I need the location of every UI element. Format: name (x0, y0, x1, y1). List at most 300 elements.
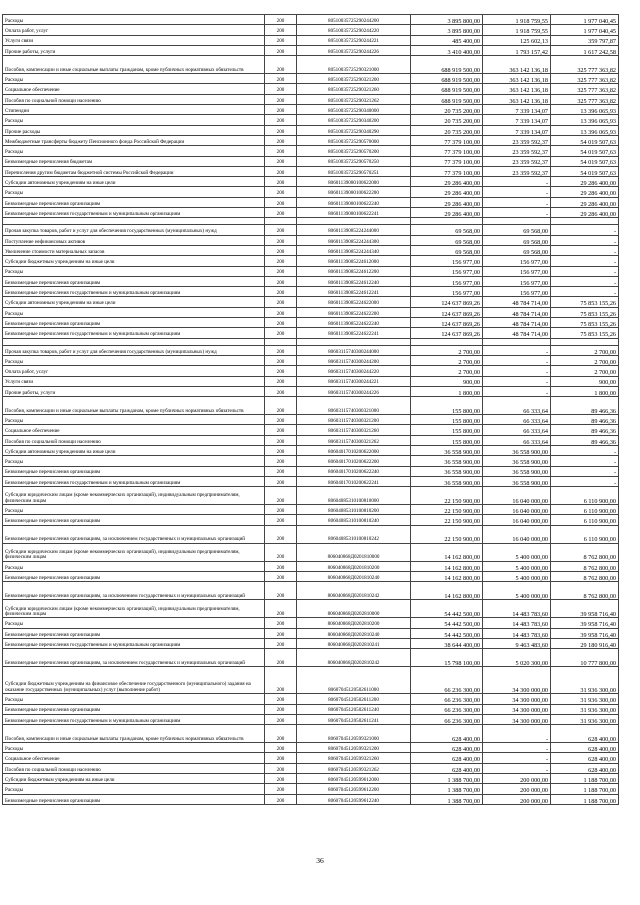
executed-amount-cell: 36 558 900,00 (483, 445, 551, 455)
unexecuted-amount-cell: 39 958 716,40 (551, 600, 619, 618)
approved-amount-cell: 688 919 500,00 (411, 84, 483, 94)
budget-classification-code-cell: 80601139080100622000 (297, 177, 411, 187)
executed-amount-cell: 5 400 000,00 (483, 561, 551, 571)
unexecuted-amount-cell: 89 466,36 (551, 415, 619, 425)
line-code-cell: 200 (265, 15, 297, 25)
table-row (3, 425, 619, 435)
executed-amount-cell: 1 918 759,55 (483, 25, 551, 35)
budget-execution-table (2, 14, 619, 805)
row-name-cell: Безвозмездные перечисления организациям (3, 466, 265, 476)
row-name-cell: Прочие работы, услуги (3, 386, 265, 396)
table-row (3, 105, 619, 115)
row-name-cell: Прочая закупка товаров, работ и услуг для обеспечения государственных (муниципальных) нужд (3, 345, 265, 355)
table-row (3, 276, 619, 286)
line-code-cell: 200 (265, 600, 297, 618)
table-row (3, 638, 619, 648)
approved-amount-cell: 38 644 400,00 (411, 638, 483, 648)
line-code-cell: 200 (265, 105, 297, 115)
table-row (3, 572, 619, 582)
budget-classification-code-cell: 80510035725290244220 (297, 25, 411, 35)
line-code-cell: 200 (265, 266, 297, 276)
executed-amount-cell: 5 400 000,00 (483, 582, 551, 600)
row-name-cell: Безвозмездные перечисления организациям (3, 628, 265, 638)
approved-amount-cell: 29 286 400,00 (411, 187, 483, 197)
budget-classification-code-cell: 80603115740300321262 (297, 435, 411, 445)
row-name-cell: Социальное обеспечение (3, 753, 265, 763)
approved-amount-cell: 1 800,00 (411, 386, 483, 396)
budget-classification-code-cell: 80604017010200622000 (297, 445, 411, 455)
approved-amount-cell: 22 150 900,00 (411, 515, 483, 525)
row-name-cell: Стипендии (3, 105, 265, 115)
line-code-cell: 200 (265, 25, 297, 35)
approved-amount-cell: 900,00 (411, 376, 483, 386)
approved-amount-cell: 36 558 900,00 (411, 456, 483, 466)
executed-amount-cell: 66 333,64 (483, 415, 551, 425)
unexecuted-amount-cell: 31 936 300,00 (551, 667, 619, 694)
executed-amount-cell: 1 918 759,55 (483, 15, 551, 25)
approved-amount-cell: 69 568,00 (411, 235, 483, 245)
row-name-cell: Безвозмездные перечисления организациям, за исключением государственных и муниципальных организаций (3, 649, 265, 667)
row-name-cell: Безвозмездные перечисления организациям (3, 794, 265, 804)
approved-amount-cell: 14 162 800,00 (411, 543, 483, 561)
executed-amount-cell: 34 300 000,00 (483, 704, 551, 714)
row-name-cell: Безвозмездные перечисления государственным и муниципальным организациям (3, 208, 265, 218)
unexecuted-amount-cell: 54 019 507,63 (551, 156, 619, 166)
line-code-cell: 200 (265, 328, 297, 338)
row-name-cell: Оплата работ, услуг (3, 366, 265, 376)
executed-amount-cell: 14 483 783,60 (483, 628, 551, 638)
approved-amount-cell: 77 379 100,00 (411, 166, 483, 176)
line-code-cell: 200 (265, 667, 297, 694)
line-code-cell: 200 (265, 84, 297, 94)
approved-amount-cell: 688 919 500,00 (411, 94, 483, 104)
executed-amount-cell: 1 793 157,42 (483, 45, 551, 55)
executed-amount-cell: 14 483 783,60 (483, 618, 551, 628)
executed-amount-cell: 7 339 134,07 (483, 125, 551, 135)
approved-amount-cell: 54 442 500,00 (411, 628, 483, 638)
unexecuted-amount-cell: 1 800,00 (551, 386, 619, 396)
row-name-cell: Безвозмездные перечисления государственным и муниципальным организациям (3, 287, 265, 297)
approved-amount-cell: 77 379 100,00 (411, 135, 483, 145)
table-row (3, 74, 619, 84)
budget-classification-code-cell: 80510035725290570251 (297, 166, 411, 176)
line-code-cell: 200 (265, 794, 297, 804)
table-row (3, 487, 619, 505)
budget-report-sheet (0, 14, 640, 805)
approved-amount-cell: 66 236 300,00 (411, 704, 483, 714)
unexecuted-amount-cell: 89 466,36 (551, 435, 619, 445)
budget-classification-code-cell: 80603115740300321000 (297, 397, 411, 415)
executed-amount-cell: 34 300 000,00 (483, 714, 551, 724)
approved-amount-cell: 77 379 100,00 (411, 146, 483, 156)
line-code-cell: 200 (265, 245, 297, 255)
row-name-cell: Прочие работы, услуги (3, 45, 265, 55)
approved-amount-cell: 77 379 100,00 (411, 156, 483, 166)
approved-amount-cell: 124 637 869,26 (411, 307, 483, 317)
approved-amount-cell: 20 735 200,00 (411, 115, 483, 125)
row-name-cell: Безвозмездные перечисления государственным и муниципальным организациям (3, 714, 265, 724)
unexecuted-amount-cell: 54 019 507,63 (551, 135, 619, 145)
row-name-cell: Прочая закупка товаров, работ и услуг для обеспечения государственных (муниципальных) нужд (3, 225, 265, 235)
executed-amount-cell: - (483, 197, 551, 207)
row-name-cell: Субсидии юридическим лицам (кроме некоммерческих организаций), индивидуальным предпринимателям, физическим лицам (3, 600, 265, 618)
unexecuted-amount-cell: 1 188 700,00 (551, 794, 619, 804)
line-code-cell: 200 (265, 649, 297, 667)
row-name-cell: Субсидии бюджетным учреждениям на финансовое обеспечение государственного (муниципального) задания на оказание государственных (муниципальных) услуг (выполнение работ) (3, 667, 265, 694)
line-code-cell: 200 (265, 287, 297, 297)
row-name-cell: Социальное обеспечение (3, 425, 265, 435)
table-row (3, 456, 619, 466)
budget-classification-code-cell: 806040868Д0201810200 (297, 561, 411, 571)
executed-amount-cell: 5 400 000,00 (483, 543, 551, 561)
budget-classification-code-cell: 80510035725290244221 (297, 35, 411, 45)
table-row (3, 187, 619, 197)
executed-amount-cell: 36 558 900,00 (483, 456, 551, 466)
executed-amount-cell (483, 218, 551, 225)
row-name-cell: Расходы (3, 187, 265, 197)
budget-classification-code-cell: 80607045120502611240 (297, 704, 411, 714)
line-code-cell: 200 (265, 135, 297, 145)
line-code-cell: 200 (265, 505, 297, 515)
row-name-cell: Безвозмездные перечисления организациям (3, 572, 265, 582)
line-code-cell: 200 (265, 166, 297, 176)
line-code-cell: 200 (265, 415, 297, 425)
budget-classification-code-cell: 80601139085224612200 (297, 266, 411, 276)
executed-amount-cell: 23 359 592,37 (483, 146, 551, 156)
table-row (3, 245, 619, 255)
approved-amount-cell: 155 800,00 (411, 415, 483, 425)
budget-classification-code-cell: 80607045120599612200 (297, 784, 411, 794)
table-row (3, 287, 619, 297)
approved-amount-cell: 1 388 700,00 (411, 794, 483, 804)
line-code-cell: 200 (265, 456, 297, 466)
table-row (3, 649, 619, 667)
table-row (3, 667, 619, 694)
unexecuted-amount-cell: 8 762 800,00 (551, 572, 619, 582)
unexecuted-amount-cell: 1 977 040,45 (551, 15, 619, 25)
line-code-cell: 200 (265, 763, 297, 773)
row-name-cell: Субсидии автономным учреждениям на иные цели (3, 445, 265, 455)
approved-amount-cell: 1 388 700,00 (411, 784, 483, 794)
line-code-cell (265, 338, 297, 345)
budget-classification-code-cell: 80603115740300244220 (297, 366, 411, 376)
table-row (3, 582, 619, 600)
row-name-cell: Пособия по социальной помощи населению (3, 94, 265, 104)
table-row (3, 345, 619, 355)
row-name-cell: Пособия по социальной помощи населению (3, 435, 265, 445)
budget-classification-code-cell: 80604017010200622240 (297, 466, 411, 476)
line-code-cell: 200 (265, 628, 297, 638)
approved-amount-cell: 66 236 300,00 (411, 714, 483, 724)
line-code-cell: 200 (265, 318, 297, 328)
table-row (3, 704, 619, 714)
executed-amount-cell: - (483, 376, 551, 386)
row-name-cell: Безвозмездные перечисления организациям, за исключением государственных и муниципальных организаций (3, 525, 265, 543)
unexecuted-amount-cell: 13 396 065,93 (551, 115, 619, 125)
executed-amount-cell: 363 142 136,18 (483, 94, 551, 104)
approved-amount-cell: 22 150 900,00 (411, 525, 483, 543)
unexecuted-amount-cell: 2 700,00 (551, 355, 619, 365)
budget-classification-code-cell: 80603115740300244000 (297, 345, 411, 355)
executed-amount-cell: 34 300 000,00 (483, 667, 551, 694)
line-code-cell: 200 (265, 704, 297, 714)
line-code-cell: 200 (265, 386, 297, 396)
approved-amount-cell: 628 400,00 (411, 753, 483, 763)
row-name-cell: Безвозмездные перечисления государственным и муниципальным организациям (3, 328, 265, 338)
budget-classification-code-cell: 80510035725290570200 (297, 146, 411, 156)
budget-classification-code-cell: 80510035725290570250 (297, 156, 411, 166)
unexecuted-amount-cell (551, 338, 619, 345)
line-code-cell: 200 (265, 307, 297, 317)
budget-classification-code-cell: 80510035725290321000 (297, 56, 411, 74)
table-row (3, 397, 619, 415)
row-name-cell: Расходы (3, 307, 265, 317)
approved-amount-cell: 155 800,00 (411, 425, 483, 435)
line-code-cell (265, 218, 297, 225)
unexecuted-amount-cell: 39 958 716,40 (551, 628, 619, 638)
line-code-cell: 200 (265, 45, 297, 55)
table-row (3, 445, 619, 455)
line-code-cell: 200 (265, 208, 297, 218)
line-code-cell: 200 (265, 561, 297, 571)
unexecuted-amount-cell: - (551, 276, 619, 286)
unexecuted-amount-cell: 75 853 155,26 (551, 328, 619, 338)
row-name-cell: Расходы (3, 15, 265, 25)
table-row (3, 714, 619, 724)
executed-amount-cell: 69 568,00 (483, 235, 551, 245)
executed-amount-cell: 363 142 136,18 (483, 74, 551, 84)
unexecuted-amount-cell: 2 700,00 (551, 345, 619, 355)
executed-amount-cell: 7 339 134,07 (483, 105, 551, 115)
budget-classification-code-cell: 80607045120599321260 (297, 753, 411, 763)
executed-amount-cell: 48 784 714,00 (483, 297, 551, 307)
budget-classification-code-cell: 806040868Д0202810200 (297, 618, 411, 628)
executed-amount-cell: 23 359 592,37 (483, 166, 551, 176)
row-name-cell: Оплата работ, услуг (3, 25, 265, 35)
line-code-cell: 200 (265, 618, 297, 628)
table-row (3, 45, 619, 55)
line-code-cell: 200 (265, 543, 297, 561)
unexecuted-amount-cell: 1 617 242,58 (551, 45, 619, 55)
approved-amount-cell: 54 442 500,00 (411, 600, 483, 618)
table-row (3, 505, 619, 515)
row-name-cell: Безвозмездные перечисления государственным и муниципальным организациям (3, 476, 265, 486)
executed-amount-cell: 156 977,00 (483, 256, 551, 266)
row-name-cell: Безвозмездные перечисления организациям (3, 318, 265, 328)
approved-amount-cell: 22 150 900,00 (411, 487, 483, 505)
budget-classification-code-cell: 80601139085224622000 (297, 297, 411, 307)
executed-amount-cell: 66 333,64 (483, 425, 551, 435)
table-row (3, 35, 619, 45)
budget-classification-code-cell: 80603115740300244200 (297, 355, 411, 365)
budget-classification-code-cell: 80603115740300321260 (297, 425, 411, 435)
budget-classification-code-cell: 806040868Д0202810240 (297, 628, 411, 638)
executed-amount-cell: 48 784 714,00 (483, 318, 551, 328)
executed-amount-cell: - (483, 208, 551, 218)
line-code-cell: 200 (265, 397, 297, 415)
approved-amount-cell: 29 286 400,00 (411, 197, 483, 207)
table-row (3, 318, 619, 328)
line-code-cell: 200 (265, 476, 297, 486)
page-number: 36 (316, 856, 324, 865)
line-code-cell: 200 (265, 225, 297, 235)
unexecuted-amount-cell: 13 396 065,93 (551, 125, 619, 135)
budget-classification-code-cell: 80601139085224244340 (297, 245, 411, 255)
row-name-cell: Расходы (3, 694, 265, 704)
table-row (3, 56, 619, 74)
unexecuted-amount-cell: 54 019 507,63 (551, 146, 619, 156)
budget-classification-code-cell: 80601139085224244300 (297, 235, 411, 245)
unexecuted-amount-cell: 31 936 300,00 (551, 694, 619, 704)
unexecuted-amount-cell: 89 466,36 (551, 425, 619, 435)
row-name-cell: Безвозмездные перечисления организациям (3, 704, 265, 714)
budget-classification-code-cell: 80607045120599612000 (297, 774, 411, 784)
budget-classification-code-cell: 80607045120502611200 (297, 694, 411, 704)
executed-amount-cell: 363 142 136,18 (483, 84, 551, 94)
budget-classification-code-cell: 80607045120502611000 (297, 667, 411, 694)
table-row (3, 386, 619, 396)
row-name-cell: Межбюджетные трансферты бюджету Пенсионного фонда Российской Федерации (3, 135, 265, 145)
executed-amount-cell: 363 142 136,18 (483, 56, 551, 74)
executed-amount-cell: 16 040 000,00 (483, 525, 551, 543)
unexecuted-amount-cell: 31 936 300,00 (551, 704, 619, 714)
unexecuted-amount-cell: 54 019 507,63 (551, 166, 619, 176)
table-row (3, 466, 619, 476)
budget-classification-code-cell: 80601139085224622240 (297, 318, 411, 328)
executed-amount-cell: 156 977,00 (483, 276, 551, 286)
line-code-cell: 200 (265, 177, 297, 187)
row-name-cell: Расходы (3, 74, 265, 84)
line-code-cell: 200 (265, 487, 297, 505)
unexecuted-amount-cell: 31 936 300,00 (551, 714, 619, 724)
table-body (3, 15, 619, 805)
budget-classification-code-cell: 80601139085224622241 (297, 328, 411, 338)
table-row (3, 135, 619, 145)
executed-amount-cell: 34 300 000,00 (483, 694, 551, 704)
row-name-cell: Расходы (3, 266, 265, 276)
budget-classification-code-cell: 80510035725290321200 (297, 74, 411, 84)
unexecuted-amount-cell: 628 400,00 (551, 753, 619, 763)
unexecuted-amount-cell: - (551, 225, 619, 235)
approved-amount-cell: 69 568,00 (411, 245, 483, 255)
unexecuted-amount-cell: 75 853 155,26 (551, 318, 619, 328)
budget-classification-code-cell: 80601139085224612241 (297, 287, 411, 297)
approved-amount-cell: 156 977,00 (411, 256, 483, 266)
table-row (3, 225, 619, 235)
unexecuted-amount-cell: 8 762 800,00 (551, 582, 619, 600)
row-name-cell: Перечисления другим бюджетам бюджетной системы Российской Федерации (3, 166, 265, 176)
approved-amount-cell: 688 919 500,00 (411, 56, 483, 74)
table-row (3, 628, 619, 638)
executed-amount-cell: 16 040 000,00 (483, 505, 551, 515)
unexecuted-amount-cell: 6 110 900,00 (551, 515, 619, 525)
unexecuted-amount-cell: 29 286 400,00 (551, 187, 619, 197)
unexecuted-amount-cell: - (551, 235, 619, 245)
executed-amount-cell: 14 483 783,60 (483, 600, 551, 618)
row-name-cell: Безвозмездные перечисления организациям (3, 515, 265, 525)
approved-amount-cell: 124 637 869,26 (411, 318, 483, 328)
table-row (3, 125, 619, 135)
line-code-cell: 200 (265, 235, 297, 245)
unexecuted-amount-cell: 900,00 (551, 376, 619, 386)
approved-amount-cell (411, 218, 483, 225)
approved-amount-cell: 124 637 869,26 (411, 328, 483, 338)
unexecuted-amount-cell: 10 777 800,00 (551, 649, 619, 667)
line-code-cell: 200 (265, 56, 297, 74)
row-name-cell: Поступление нефинансовых активов (3, 235, 265, 245)
budget-classification-code-cell: 80603115740300244221 (297, 376, 411, 386)
unexecuted-amount-cell: 325 777 363,82 (551, 94, 619, 104)
unexecuted-amount-cell (551, 218, 619, 225)
row-name-cell: Безвозмездные перечисления организациям, за исключением государственных и муниципальных организаций (3, 582, 265, 600)
line-code-cell: 200 (265, 256, 297, 266)
executed-amount-cell: 69 568,00 (483, 245, 551, 255)
unexecuted-amount-cell: 8 762 800,00 (551, 561, 619, 571)
table-row (3, 197, 619, 207)
line-code-cell: 200 (265, 743, 297, 753)
budget-classification-code-cell: 80510035725290340000 (297, 105, 411, 115)
approved-amount-cell: 29 286 400,00 (411, 177, 483, 187)
approved-amount-cell: 156 977,00 (411, 276, 483, 286)
approved-amount-cell: 688 919 500,00 (411, 74, 483, 84)
row-name-cell: Расходы (3, 456, 265, 466)
approved-amount-cell: 2 700,00 (411, 366, 483, 376)
budget-classification-code-cell (297, 218, 411, 225)
row-name-cell: Прочие расходы (3, 125, 265, 135)
row-name-cell: Пособия, компенсации и иные социальные выплаты гражданам, кроме публичных нормативных обязательств (3, 397, 265, 415)
executed-amount-cell: 200 000,00 (483, 774, 551, 784)
line-code-cell: 200 (265, 445, 297, 455)
table-row (3, 694, 619, 704)
executed-amount-cell: - (483, 366, 551, 376)
executed-amount-cell: - (483, 355, 551, 365)
approved-amount-cell: 36 558 900,00 (411, 476, 483, 486)
line-code-cell: 200 (265, 784, 297, 794)
line-code-cell: 200 (265, 197, 297, 207)
table-row (3, 166, 619, 176)
executed-amount-cell: 200 000,00 (483, 794, 551, 804)
row-name-cell: Расходы (3, 743, 265, 753)
unexecuted-amount-cell: 325 777 363,82 (551, 56, 619, 74)
table-row (3, 235, 619, 245)
row-name-cell: Субсидии бюджетным учреждениям на иные цели (3, 774, 265, 784)
unexecuted-amount-cell: 29 286 400,00 (551, 208, 619, 218)
executed-amount-cell: 48 784 714,00 (483, 328, 551, 338)
executed-amount-cell: 36 558 900,00 (483, 466, 551, 476)
executed-amount-cell: 48 784 714,00 (483, 307, 551, 317)
table-row (3, 763, 619, 773)
table-row (3, 366, 619, 376)
unexecuted-amount-cell: 628 400,00 (551, 743, 619, 753)
budget-classification-code-cell: 806040868Д0201810000 (297, 543, 411, 561)
line-code-cell: 200 (265, 515, 297, 525)
unexecuted-amount-cell: 13 396 065,93 (551, 105, 619, 115)
approved-amount-cell: 14 162 800,00 (411, 561, 483, 571)
table-row (3, 525, 619, 543)
budget-classification-code-cell: 80601139080100622241 (297, 208, 411, 218)
unexecuted-amount-cell: - (551, 476, 619, 486)
row-name-cell: Услуги связи (3, 376, 265, 386)
line-code-cell: 200 (265, 753, 297, 763)
unexecuted-amount-cell: 628 400,00 (551, 763, 619, 773)
budget-classification-code-cell: 80601139085224612000 (297, 256, 411, 266)
line-code-cell: 200 (265, 35, 297, 45)
unexecuted-amount-cell: - (551, 245, 619, 255)
line-code-cell: 200 (265, 345, 297, 355)
table-row (3, 743, 619, 753)
approved-amount-cell: 3 895 800,00 (411, 25, 483, 35)
row-name-cell: Пособия по социальной помощи населению (3, 763, 265, 773)
